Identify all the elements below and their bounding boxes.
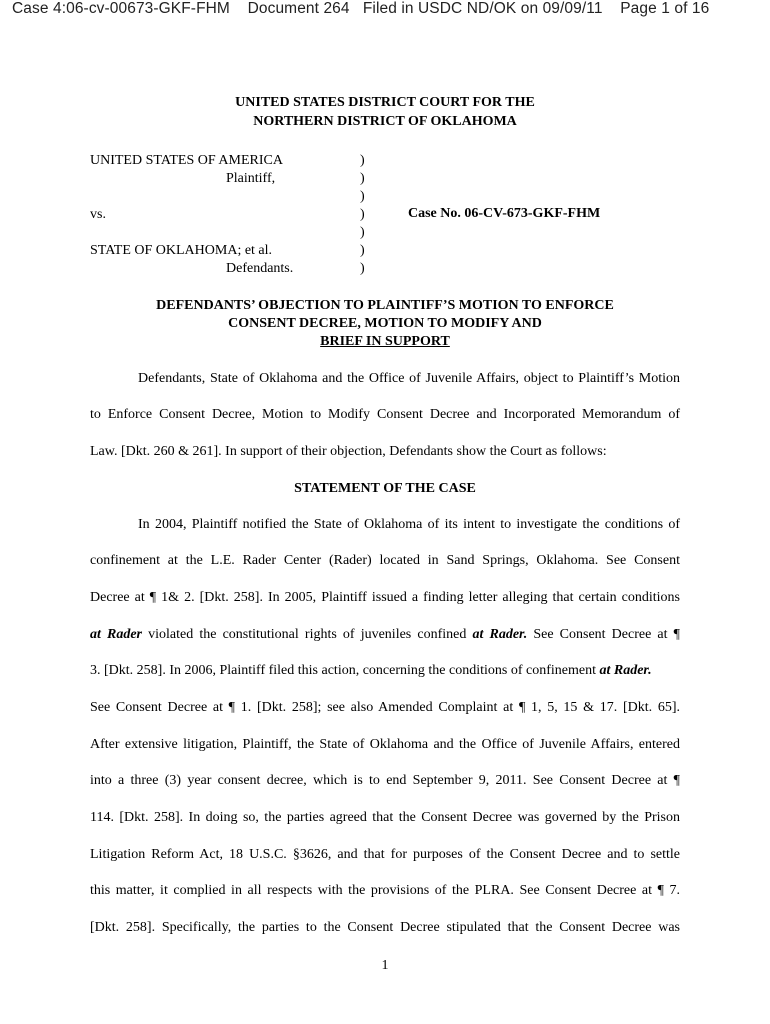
court-title-line2: NORTHERN DISTRICT OF OKLAHOMA [253, 114, 517, 129]
header-filed: Filed in USDC ND/OK on 09/09/11 [362, 0, 603, 17]
statement-line: [Dkt. 258]. Specifically, the parties to the Consent Decree stipulated that the Consent Decree was [90, 920, 680, 935]
paren: ) [360, 225, 365, 240]
caption-defendant-name: STATE OF OKLAHOMA; et al. [90, 243, 273, 258]
caption-plaintiff-role: Plaintiff, [226, 171, 276, 186]
statement-line: Decree at ¶ 1& 2. [Dkt. 258]. In 2005, Plaintiff issued a finding letter alleging that certain conditions [90, 590, 680, 605]
paren: ) [360, 243, 365, 258]
emphasis-at-rader: at Rader [90, 627, 143, 642]
statement-line [90, 662, 680, 680]
emphasis-at-rader: at Rader. [599, 663, 652, 678]
paren: ) [360, 153, 365, 168]
caption-plaintiff-name: UNITED STATES OF AMERICA [90, 153, 283, 168]
paren: ) [360, 207, 365, 222]
paren: ) [360, 189, 365, 204]
statement-line: See Consent Decree at ¶ 1. [Dkt. 258]; see also Amended Complaint at ¶ 1, 5, 15 & 17. [Dkt. 65]. [90, 700, 680, 715]
header-document: Document 264 [247, 0, 350, 17]
intro-line: Law. [Dkt. 260 & 261]. In support of their objection, Defendants show the Court as follows: [90, 444, 607, 459]
emphasis-at-rader: at Rader. [472, 627, 528, 642]
statement-line: into a three (3) year consent decree, which is to end September 9, 2011. See Consent Decree at ¶ [90, 773, 680, 788]
intro-line: Defendants, State of Oklahoma and the Office of Juvenile Affairs, object to Plaintiff’s Motion [138, 371, 680, 386]
statement-line: confinement at the L.E. Rader Center (Rader) located in Sand Springs, Oklahoma. See Consent [90, 553, 680, 568]
caption-versus: vs. [90, 207, 106, 222]
statement-text: 3. [Dkt. 258]. In 2006, Plaintiff filed this action, concerning the conditions of confinement [90, 663, 600, 678]
statement-line: this matter, it complied in all respects with the provisions of the PLRA. See Consent Decree at ¶ 7. [90, 883, 680, 898]
document-title-line2: CONSENT DECREE, MOTION TO MODIFY AND [228, 316, 542, 331]
document-title-line1: DEFENDANTS’ OBJECTION TO PLAINTIFF’S MOTION TO ENFORCE [156, 298, 614, 313]
section-heading: STATEMENT OF THE CASE [294, 481, 476, 496]
document-title-line3 [0, 333, 770, 351]
statement-text: violated the constitutional rights of juveniles confined [142, 627, 473, 642]
intro-line: to Enforce Consent Decree, Motion to Modify Consent Decree and Incorporated Memorandum of [90, 407, 680, 422]
case-number: Case No. 06-CV-673-GKF-FHM [408, 206, 601, 221]
header-case: Case 4:06-cv-00673-GKF-FHM [12, 0, 230, 17]
court-title-line1: UNITED STATES DISTRICT COURT FOR THE [235, 95, 535, 110]
statement-text: See Consent Decree at ¶ [527, 627, 680, 642]
document-title-underlined: BRIEF IN SUPPORT [320, 334, 450, 349]
statement-line: 114. [Dkt. 258]. In doing so, the parties agreed that the Consent Decree was governed by the Prison [90, 810, 680, 825]
header-page: Page 1 of 16 [620, 0, 710, 17]
statement-line [90, 626, 680, 644]
statement-line: Litigation Reform Act, 18 U.S.C. §3626, and that for purposes of the Consent Decree and to settle [90, 847, 680, 862]
statement-line: In 2004, Plaintiff notified the State of Oklahoma of its intent to investigate the conditions of [138, 517, 680, 532]
page-number: 1 [381, 958, 389, 973]
caption-defendant-role: Defendants. [226, 261, 294, 276]
paren: ) [360, 261, 365, 276]
caption-parentheses [360, 152, 365, 278]
statement-line: After extensive litigation, Plaintiff, the State of Oklahoma and the Office of Juvenile Affairs, entered [90, 737, 680, 752]
filing-header [12, 0, 760, 18]
paren: ) [360, 171, 365, 186]
